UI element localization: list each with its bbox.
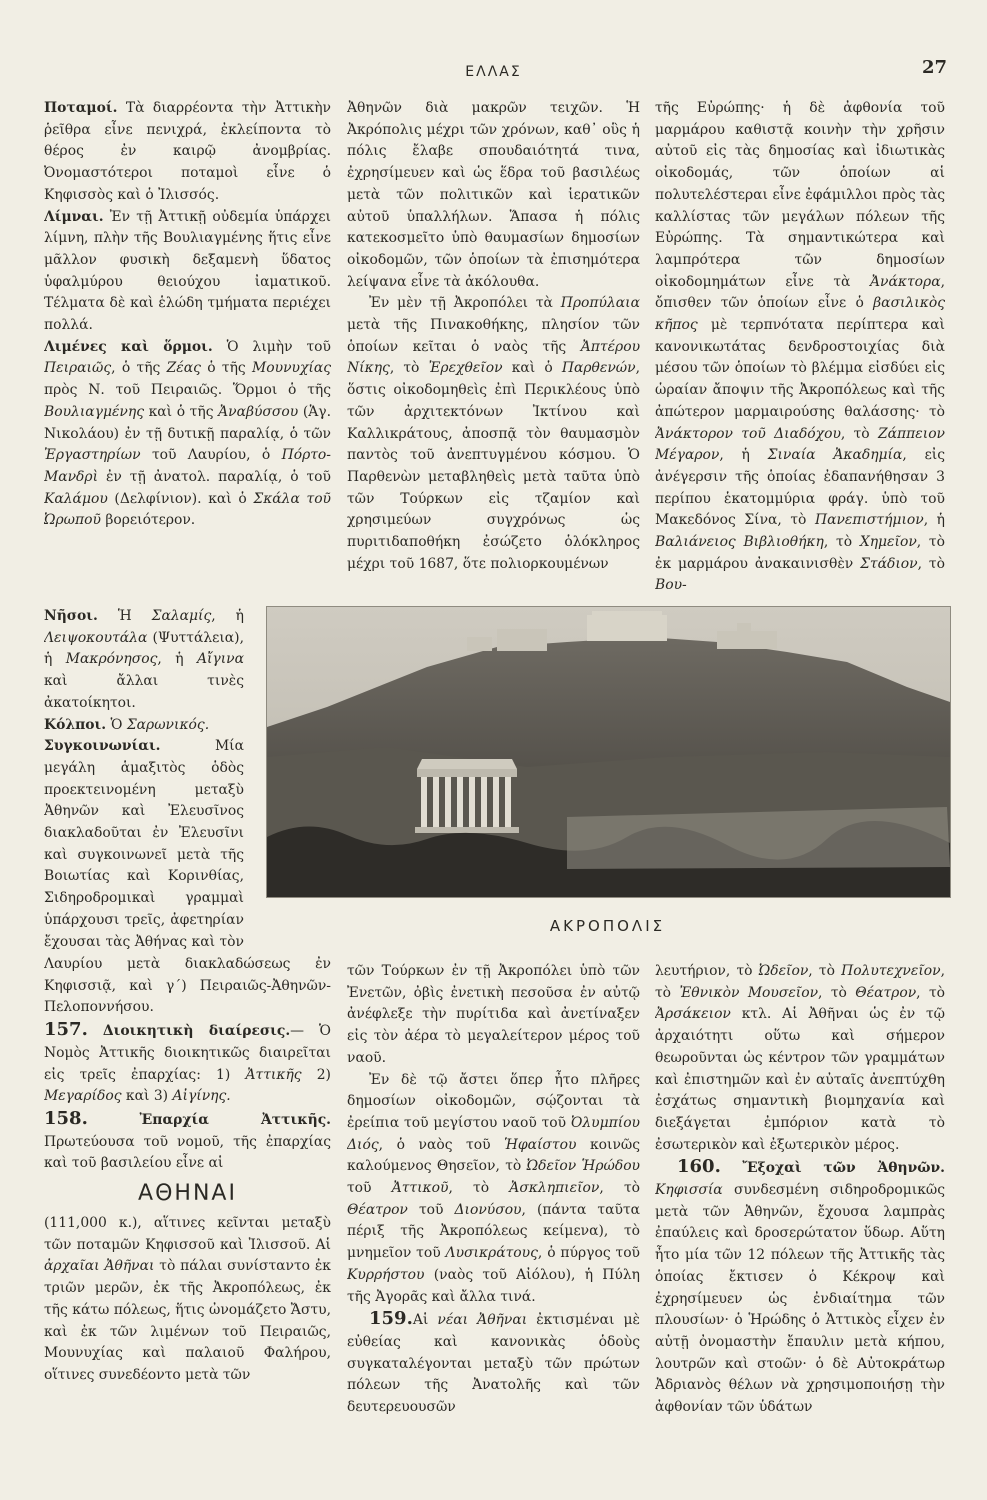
- section-157-text: καὶ 3): [125, 1088, 169, 1105]
- text-limenes: βορειότερον.: [105, 512, 196, 529]
- text-akropolis-monuments: μετὰ τῆς Πινακοθήκης, πλησίον τῶν ὁποίων κεῖται ὁ ναὸς τῆς: [347, 317, 640, 355]
- text-limenes: Βουλιαγμένης: [44, 403, 144, 420]
- page-number: 27: [921, 57, 947, 78]
- column-1-bottom: [44, 954, 331, 1498]
- text-nisoi: Σαλαμίς: [151, 608, 212, 624]
- text-modern-buildings: , τὸ ἐκ μαρμάρου ἀνακαινισθὲν: [655, 534, 945, 572]
- text-akropolis-monuments: Ἐρεχθεῖον: [428, 360, 503, 377]
- text-ancient-monuments: Ὠδεῖον Ἡρώδου: [526, 1158, 640, 1175]
- text-modern-buildings: , τὸ: [840, 425, 870, 442]
- text-nisoi: , ἡ: [211, 608, 244, 624]
- section-157-text: — Ὁ Νομὸς Ἀττικῆς διοικητικῶς διαιρεῖται εἰς τρεῖς ἐπαρχίας: 1): [44, 1023, 331, 1083]
- heading-kolpoi: Κόλποι.: [44, 716, 107, 733]
- text-nisoi: Ἡ: [117, 608, 132, 624]
- text-modern-buildings: , τὸ: [823, 534, 853, 551]
- text-modern-buildings: τῆς Εὐρώπης· ἡ δὲ ἀφθονία τοῦ μαρμάρου καθιστᾷ κοινὴν τὴν χρῆσιν αὐτοῦ εἰς τὰς δημοσίας καὶ ἰδιωτικὰς οἰκοδομάς, τῶν ὁποίων αἱ πολυτελέστεραι εἶνε ἐφάμιλλοι πρὸς τὰς καλλίστας τῶν μεγάλων πόλεων τῆς Εὐρώπης. Τὰ σημαντικώτερα καὶ λαμπρότερα τῶν δημοσίων οἰκοδομημάτων εἶνε τὰ: [655, 100, 945, 290]
- text-limenes: Σκάλα τοῦ Ὠρωποῦ: [44, 490, 331, 529]
- photo-caption: ΑΚΡΟΠΟΛΙΣ: [549, 917, 666, 935]
- text-limenes: Μουνυχίας: [252, 360, 331, 377]
- text-ancient-monuments: , τὸ: [599, 1180, 640, 1197]
- text-ancient-monuments: Λυσικράτους: [445, 1245, 538, 1262]
- section-159-text: Αἱ: [412, 1312, 429, 1329]
- text-nisoi: Λειψοκουτάλα: [44, 629, 148, 646]
- text-ancient-monuments: , ὁ ναὸς τοῦ: [378, 1136, 491, 1153]
- text-limenes: (Δελφίνιον). καὶ ὁ: [114, 490, 247, 507]
- text-potamoi: Τὰ διαρρέοντα τὴν Ἀττικὴν ῥεῖθρα εἶνε πενιχρά, ἐκλείποντα τὸ θέρος ἐν καιρῷ ἀνομβρίας. Ὀνομαστότεροι ποταμοὶ εἶνε ὁ Κηφισσὸς καὶ ὁ Ἰλισσός.: [44, 100, 331, 203]
- text-limenes: , ὁ τῆς: [111, 360, 161, 377]
- text-limenes: Ἀναβύσσου: [218, 403, 299, 420]
- text-akropolis-monuments: Παρθενών: [561, 360, 636, 377]
- text-akropolis-monuments: Προπύλαια: [560, 295, 640, 312]
- section-157-text: Ἀττικῆς: [245, 1066, 302, 1083]
- column-3-top: [655, 98, 945, 598]
- text-ancient-monuments: Ἐν δὲ τῷ ἄστει ὅπερ ἦτο πλῆρες δημοσίων οἰκοδομῶν, σῴζονται τὰ ἐρείπια τοῦ μεγίστου ναοῦ τοῦ: [347, 1071, 640, 1131]
- text-nisoi: , ἡ: [157, 651, 184, 668]
- text-limenes: Ὁ λιμὴν τοῦ: [226, 338, 331, 355]
- text-nisoi: Αἴγινα: [196, 651, 244, 668]
- text-nisoi: Μακρόνησος: [65, 651, 158, 668]
- text-limenes: Ζέας: [166, 360, 201, 377]
- text-limenes: τοῦ Λαυρίου, ὁ: [151, 447, 271, 464]
- athinai-text: ἀρχαῖαι Ἀθῆναι: [44, 1258, 155, 1275]
- text-limenes: πρὸς Ν. τοῦ Πειραιῶς. Ὅρμοι ὁ τῆς: [44, 382, 331, 399]
- heading-synkoinoniai: Συγκοινωνίαι.: [44, 738, 161, 755]
- heading-limenes: Λιμένες καὶ ὅρμοι.: [44, 338, 213, 355]
- text-modern-buildings: , εἰς ἀνέγερσιν τῆς ὁποίας ἐδαπανήθησαν 3 περίπου ἑκατομμύρια φράγ. ὑπὸ τοῦ Μακεδόνος Σίνα, τὸ: [655, 447, 945, 529]
- column-1-middle: [44, 606, 244, 954]
- section-160-number: 160.: [677, 1156, 721, 1178]
- section-160-text: συνδεσμένη σιδηροδρομικῶς μετὰ τῶν Ἀθηνῶν, ἔχουσα λαμπρὰς ἐπαύλεις καὶ δροσερώτατον ὕδωρ. Αὕτη ἦτο μία τῶν 12 πόλεων τῆς Ἀττικῆς τὰς ὁποίας ἔκτισεν ὁ Κέκροψ καὶ ἐχρησίμευεν ὡς ἐνδιαίτημα τῶν πλουσίων· ὁ Ἡρώδης ὁ Ἀττικὸς εἶχεν ἐν αὐτῇ ὀνομαστὴν ἔπαυλιν μετὰ κήπου, λουτρῶν καὶ στοῶν· ὁ δὲ Αὐτοκράτωρ Ἀδριανὸς θέλων νὰ χρησιμοποιήσῃ τὴν ἀφθονίαν τῶν ὑδάτων: [655, 1182, 945, 1416]
- text-ancient-monuments: , (πάντα ταῦτα πέριξ τῆς Ἀκροπόλεως κείμενα), τὸ μνημεῖον τοῦ: [347, 1201, 640, 1262]
- text-ancient-monuments: Ἀττικοῦ: [391, 1180, 449, 1197]
- text-nisoi: καὶ ἄλλαι τινὲς ἀκατοίκητοι.: [44, 673, 244, 711]
- text-ancient-monuments: τοῦ: [347, 1180, 372, 1197]
- text-ancient-monuments: Θέατρον: [347, 1201, 408, 1218]
- text-modern-buildings: Ζάππειον Μέγαρον: [655, 425, 945, 464]
- text-ancient-monuments: , τὸ: [448, 1180, 490, 1197]
- text-modern-buildings: , ὄπισθεν τῶν ὁποίων εἶνε ὁ: [655, 273, 945, 312]
- text-modern-buildings: μὲ τερπνότατα περίπτερα καὶ κανονικωτάτας δενδροστοιχίας διὰ μέσου τῶν ὁποίων τὸ βλέμμα εἰσδύει εἰς ὡραίαν ἄποψιν τῆς Ἀκροπόλεως καὶ τῆς ἀπώτερον μαρμαιρούσης θαλάσσης· τὸ: [655, 317, 945, 420]
- section-157-text: Μεγαρίδος: [44, 1088, 122, 1105]
- running-head: ΕΛΛΑΣ: [465, 64, 522, 80]
- text-ancient-monuments: κοινῶς καλούμενος Θησεῖον, τὸ: [347, 1136, 640, 1175]
- section-157-number: 157.: [44, 1019, 88, 1041]
- text-institutions: , τὸ: [808, 963, 835, 979]
- text-modern-buildings: Ἀνάκτορον τοῦ Διαδόχου: [655, 425, 841, 442]
- text-modern-buildings: βασιλικὸς κῆπος: [655, 295, 945, 334]
- text-institutions: , τὸ: [655, 963, 945, 1001]
- text-limenes: Πειραιῶς: [44, 360, 112, 377]
- text-institutions: Ἐθνικὸν Μουσεῖον: [679, 984, 819, 1001]
- section-157-text: 2): [316, 1066, 331, 1083]
- text-institutions: , τὸ: [916, 984, 945, 1001]
- heading-potamoi: Ποταμοί.: [44, 100, 118, 116]
- athinai-text: τὸ πάλαι συνίσταντο ἐκ τριῶν μερῶν, ἐκ τῆς Ἀκροπόλεως, ἐκ τῆς κάτω πόλεως, ἥτις ὠνομάζετο Ἄστυ, καὶ ἐκ τῶν λιμένων τοῦ Πειραιῶς, Μουνυχίας καὶ παλαιοῦ Φαλήρου, οἵτινες συνεδέοντο μετὰ τῶν: [44, 1258, 331, 1383]
- text-synkoinoniai-cont: Λαυρίου μετὰ διακλαδώσεως ἐν Κηφισσιᾷ, καὶ γ΄) Πειραιῶς-Ἀθηνῶν-Πελοποννήσου.: [44, 956, 331, 1016]
- section-158-number: 158.: [44, 1107, 88, 1129]
- text-institutions: , τὸ: [818, 984, 847, 1001]
- parthenon-ruins: [587, 611, 667, 641]
- text-ancient-monuments: Ὀλυμπίου Διός: [347, 1114, 640, 1153]
- text-institutions: Πολυτεχνεῖον: [841, 963, 941, 979]
- section-160-heading: Ἔξοχαὶ τῶν Ἀθηνῶν.: [742, 1160, 945, 1177]
- column-2-bottom: [347, 961, 640, 1491]
- section-159-text: νέαι Ἀθῆναι: [437, 1312, 528, 1329]
- text-ancient-monuments: τοῦ: [418, 1201, 444, 1218]
- text-modern-buildings: Ἀνάκτορα: [870, 273, 941, 290]
- heading-limnai: Λίμναι.: [44, 208, 104, 225]
- text-limenes: Πόρτο-Μανδρὶ: [44, 447, 331, 485]
- text-limenes: ἐν τῇ ἀνατολ. παραλίᾳ, ὁ τοῦ: [105, 468, 331, 485]
- text-ancient-monuments: , ὁ πύργος τοῦ: [537, 1245, 640, 1262]
- text-limenes: (Ἁγ. Νικολάου) ἐν τῇ δυτικῇ παραλίᾳ, ὁ τῶν: [44, 403, 331, 442]
- text-nisoi: (Ψυττάλεια), ἡ: [44, 629, 244, 668]
- text-ancient-monuments: Ἀσκληπιεῖον: [509, 1180, 600, 1197]
- text-institutions: Ὠδεῖον: [758, 963, 809, 979]
- acropolis-photograph: [266, 606, 951, 898]
- section-157-heading: Διοικητικὴ διαίρεσις.: [102, 1023, 291, 1040]
- text-modern-buildings: Στάδιον: [860, 555, 918, 572]
- text-modern-buildings: , τὸ: [917, 555, 945, 572]
- athinai-title: ΑΘΗΝΑΙ: [138, 1181, 237, 1207]
- text-akropolis-monuments: , ὅστις οἰκοδομηθεὶς ἐπὶ Περικλέους ὑπὸ τῶν ἀρχιτεκτόνων Ἰκτίνου καὶ Καλλικράτους, ἀποσπᾷ τὸν θαυμασμὸν παντὸς τοῦ ἀνεπτυγμένου κόσμου. Ὁ Παρθενὼν μεταβληθεὶς μετὰ ταῦτα ὑπὸ τῶν Τούρκων εἰς τζαμίον καὶ χρησιμεύων συγχρόνως ὡς πυριτιδαποθήκη ἐσώζετο ὁλόκληρος μέχρι τοῦ 1687, ὅτε πολιορκουμένων: [347, 360, 640, 572]
- athinai-text: (111,000 κ.), αἵτινες κεῖνται μεταξὺ τῶν ποταμῶν Κηφισσοῦ καὶ Ἰλισσοῦ. Αἱ: [44, 1215, 331, 1253]
- text-limnai: Ἐν τῇ Ἀττικῇ οὐδεμία ὑπάρχει λίμνη, πλὴν τῆς Βουλιαγμένης ἥτις εἶνε μᾶλλον φυσικὴ δεξαμενὴ ὕδατος ὑφαλμύρου θειούχου ἰαματικοῦ. Τέλματα δὲ καὶ ἑλώδη τμήματα περιέχει πολλά.: [44, 208, 331, 334]
- text-akropolis-monuments: Ἀπτέρου Νίκης: [347, 338, 640, 377]
- column-2-top: [347, 98, 640, 598]
- text-limenes: Ἐργαστηρίων: [44, 447, 141, 464]
- section-159-text: ἐκτισμέναι μὲ εὐθείας καὶ κανονικὰς ὁδοὺς συγκαταλέγονται μεταξὺ τῶν πρώτων πόλεων τῆς Ἀνατολῆς καὶ τῶν δευτερευουσῶν: [347, 1312, 640, 1416]
- text-akropolis-monuments: καὶ ὁ: [511, 360, 553, 377]
- heading-nisoi: Νῆσοι.: [44, 608, 98, 624]
- section-157-text: Αἰγίνης.: [172, 1088, 231, 1105]
- text-modern-buildings: Πανεπιστήμιον: [814, 512, 924, 529]
- text-parthenon-explosion: τῶν Τούρκων ἐν τῇ Ἀκροπόλει ὑπὸ τῶν Ἐνετῶν, ὀβὶς ἐνετικὴ πεσοῦσα ἐν αὐτῷ ἀνέφλεξε τὴν πυρίτιδα καὶ ἀνετίναξεν εἰς τὸν ἀέρα τὸ μεγαλείτερον μέρος τοῦ ναοῦ.: [347, 963, 640, 1066]
- text-ancient-monuments: Ἡφαίστου: [504, 1136, 577, 1153]
- text-modern-buildings: Σιναία Ἀκαδημία: [767, 447, 903, 464]
- text-kolpoi: Σαρωνικός.: [126, 716, 210, 733]
- text-limenes: Καλάμου: [44, 490, 108, 507]
- text-akropolis-monuments: Ἐν μὲν τῇ Ἀκροπόλει τὰ: [369, 295, 553, 312]
- acropolis-photo-illustration: [267, 607, 950, 897]
- text-akropolis-intro: Ἀθηνῶν διὰ μακρῶν τειχῶν. Ἡ Ἀκρόπολις μέχρι τῶν χρόνων, καθ᾽ οὓς ἡ πόλις ἔλαβε σπουδαιότητά τινα, ἐχρησίμευεν καὶ ὡς ἕδρα τοῦ βασιλέως μετὰ τῶν πολιτικῶν καὶ ἱερατικῶν αὐτοῦ ὑπαλλήλων. Ἅπασα ἡ πόλις κατεκοσμεῖτο ὑπὸ θαυμασίων δημοσίων οἰκοδομῶν, τῶν ὁποίων τὰ ἐπισημότερα λείψανα εἶνε τὰ ἀκόλουθα.: [347, 100, 640, 290]
- text-synkoinoniai: Μία μεγάλη ἁμαξιτὸς ὁδὸς προεκτεινομένη μεταξὺ Ἀθηνῶν καὶ Ἐλευσῖνος διακλαδοῦται ἐν Ἐλευσῖνι καὶ συγκοινωνεῖ μετὰ τῆς Βοιωτίας καὶ Κορινθίας, Σιδηροδρομικαὶ γραμμαὶ ὑπάρχουσι τρεῖς, ἀφετηρίαν ἔχουσαι τὰς Ἀθήνας καὶ τὸν: [44, 738, 244, 950]
- section-158-heading: Ἐπαρχία Ἀττικῆς.: [139, 1111, 331, 1128]
- text-institutions: λευτήριον, τὸ: [655, 963, 753, 979]
- text-ancient-monuments: (ναὸς τοῦ Αἰόλου), ἡ Πύλη τῆς Ἀγορᾶς καὶ ἄλλα τινά.: [347, 1266, 640, 1305]
- text-institutions: Ἀρσάκειον: [655, 1006, 731, 1023]
- column-3-bottom: [655, 961, 945, 1491]
- town-houses: [567, 807, 950, 869]
- section-160-text: Κηφισσία: [655, 1182, 723, 1199]
- text-limenes: καὶ ὁ τῆς: [148, 403, 214, 420]
- text-modern-buildings: , ἡ: [719, 447, 750, 464]
- text-kolpoi: Ὁ: [110, 716, 123, 733]
- text-akropolis-monuments: , τὸ: [389, 360, 420, 377]
- text-limenes: ὁ τῆς: [207, 360, 246, 377]
- text-modern-buildings: Βου-: [655, 577, 687, 594]
- text-institutions: Θέατρον: [855, 984, 917, 1001]
- text-modern-buildings: , ἡ: [923, 512, 945, 529]
- text-modern-buildings: Χημεῖον: [859, 534, 917, 551]
- section-158-text: Πρωτεύουσα τοῦ νομοῦ, τῆς ἐπαρχίας καὶ τοῦ βασιλείου εἶνε αἱ: [44, 1133, 331, 1172]
- text-institutions: κτλ. Αἱ Ἀθῆναι ὡς ἐν τῷ ἀρχαιότητι οὕτω καὶ σήμερον θεωροῦνται ὡς κέντρον τῶν γραμμάτων καὶ ἐπιστημῶν καὶ ἐν αὐταῖς ἀνεπτύχθη ἐσχάτως σημαντικὴ βιομηχανία καὶ διεξάγεται ἐμπόριον κατὰ τὸ ἐσωτερικὸν καὶ ἐξωτερικὸν μέρος.: [655, 1006, 945, 1153]
- text-ancient-monuments: Κυρρήστου: [347, 1266, 425, 1283]
- text-ancient-monuments: Διονύσου: [454, 1201, 522, 1218]
- column-1-top: [44, 98, 331, 606]
- section-159-number: 159.: [369, 1308, 413, 1330]
- text-modern-buildings: Βαλιάνειος Βιβλιοθήκη: [655, 534, 824, 551]
